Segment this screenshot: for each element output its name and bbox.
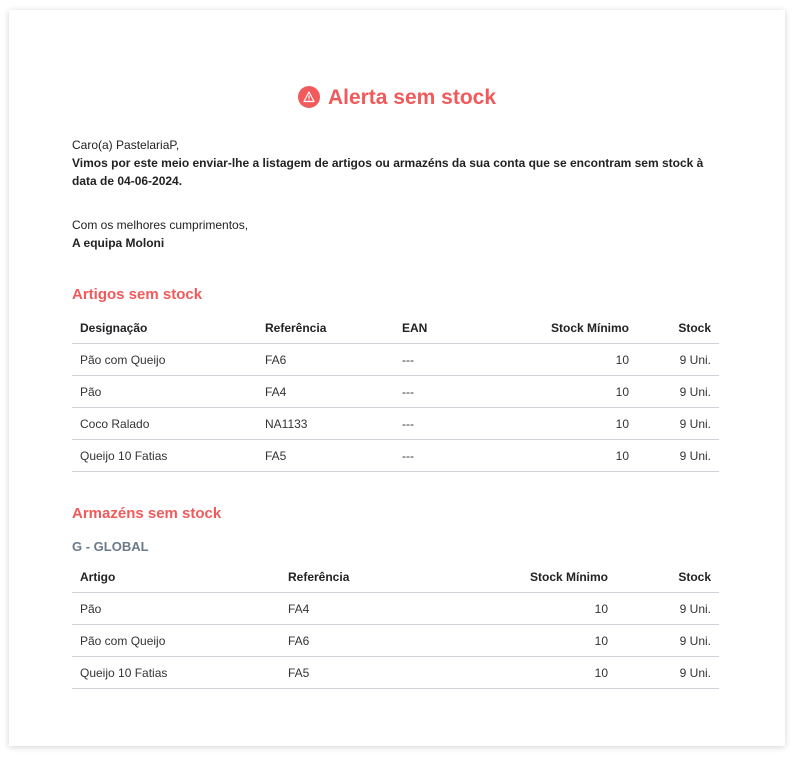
cell-designation: Pão com Queijo	[72, 344, 257, 376]
cell-min-stock: 10	[484, 376, 637, 408]
articles-section-title: Artigos sem stock	[72, 286, 203, 303]
intro-message: Vimos por este meio enviar-lhe a listagem de artigos ou armazéns da sua conta que se encontram sem stock à data de 04-06-2024.	[72, 156, 704, 188]
cell-stock: 9 Uni.	[637, 344, 719, 376]
table-row	[72, 408, 719, 440]
table-row	[72, 593, 719, 625]
cell-article: Pão	[72, 593, 280, 625]
cell-reference: FA6	[257, 344, 394, 376]
cell-reference: NA1133	[257, 408, 394, 440]
cell-min-stock: 10	[484, 440, 637, 472]
intro-block	[72, 136, 719, 190]
col-header: Referência	[257, 312, 394, 344]
table-row	[72, 657, 719, 689]
email-card	[9, 10, 785, 746]
cell-reference: FA4	[280, 593, 444, 625]
cell-designation: Coco Ralado	[72, 408, 257, 440]
cell-stock: 9 Uni.	[637, 376, 719, 408]
cell-reference: FA4	[257, 376, 394, 408]
col-header: Referência	[280, 561, 444, 593]
table-row	[72, 344, 719, 376]
greeting: Caro(a) PastelariaP,	[72, 138, 180, 152]
cell-min-stock: 10	[484, 344, 637, 376]
cell-designation: Queijo 10 Fatias	[72, 440, 257, 472]
cell-stock: 9 Uni.	[637, 440, 719, 472]
cell-min-stock: 10	[444, 593, 616, 625]
warehouse-name: G - GLOBAL	[72, 539, 149, 554]
cell-reference: FA5	[257, 440, 394, 472]
cell-reference: FA6	[280, 625, 444, 657]
cell-article: Pão com Queijo	[72, 625, 280, 657]
cell-article: Queijo 10 Fatias	[72, 657, 280, 689]
articles-table	[72, 312, 719, 472]
col-header: Stock Mínimo	[444, 561, 616, 593]
cell-ean: ---	[394, 408, 484, 440]
col-header: EAN	[394, 312, 484, 344]
table-header-row	[72, 561, 719, 593]
col-header: Artigo	[72, 561, 280, 593]
col-header: Stock	[637, 312, 719, 344]
table-row	[72, 625, 719, 657]
cell-reference: FA5	[280, 657, 444, 689]
table-row	[72, 376, 719, 408]
signature: A equipa Moloni	[72, 236, 165, 250]
cell-stock: 9 Uni.	[637, 408, 719, 440]
cell-ean: ---	[394, 376, 484, 408]
cell-min-stock: 10	[484, 408, 637, 440]
cell-min-stock: 10	[444, 625, 616, 657]
cell-stock: 9 Uni.	[616, 625, 719, 657]
title-text: Alerta sem stock	[327, 86, 497, 109]
warning-icon	[298, 86, 320, 108]
page-title	[9, 84, 785, 114]
col-header: Stock Mínimo	[484, 312, 637, 344]
closing-block	[72, 216, 719, 252]
cell-ean: ---	[394, 344, 484, 376]
cell-stock: 9 Uni.	[616, 593, 719, 625]
cell-ean: ---	[394, 440, 484, 472]
cell-stock: 9 Uni.	[616, 657, 719, 689]
cell-min-stock: 10	[444, 657, 616, 689]
warehouses-table	[72, 561, 719, 689]
cell-designation: Pão	[72, 376, 257, 408]
col-header: Designação	[72, 312, 257, 344]
closing: Com os melhores cumprimentos,	[72, 218, 249, 232]
warehouses-section-title: Armazéns sem stock	[72, 505, 222, 522]
table-header-row	[72, 312, 719, 344]
col-header: Stock	[616, 561, 719, 593]
table-row	[72, 440, 719, 472]
